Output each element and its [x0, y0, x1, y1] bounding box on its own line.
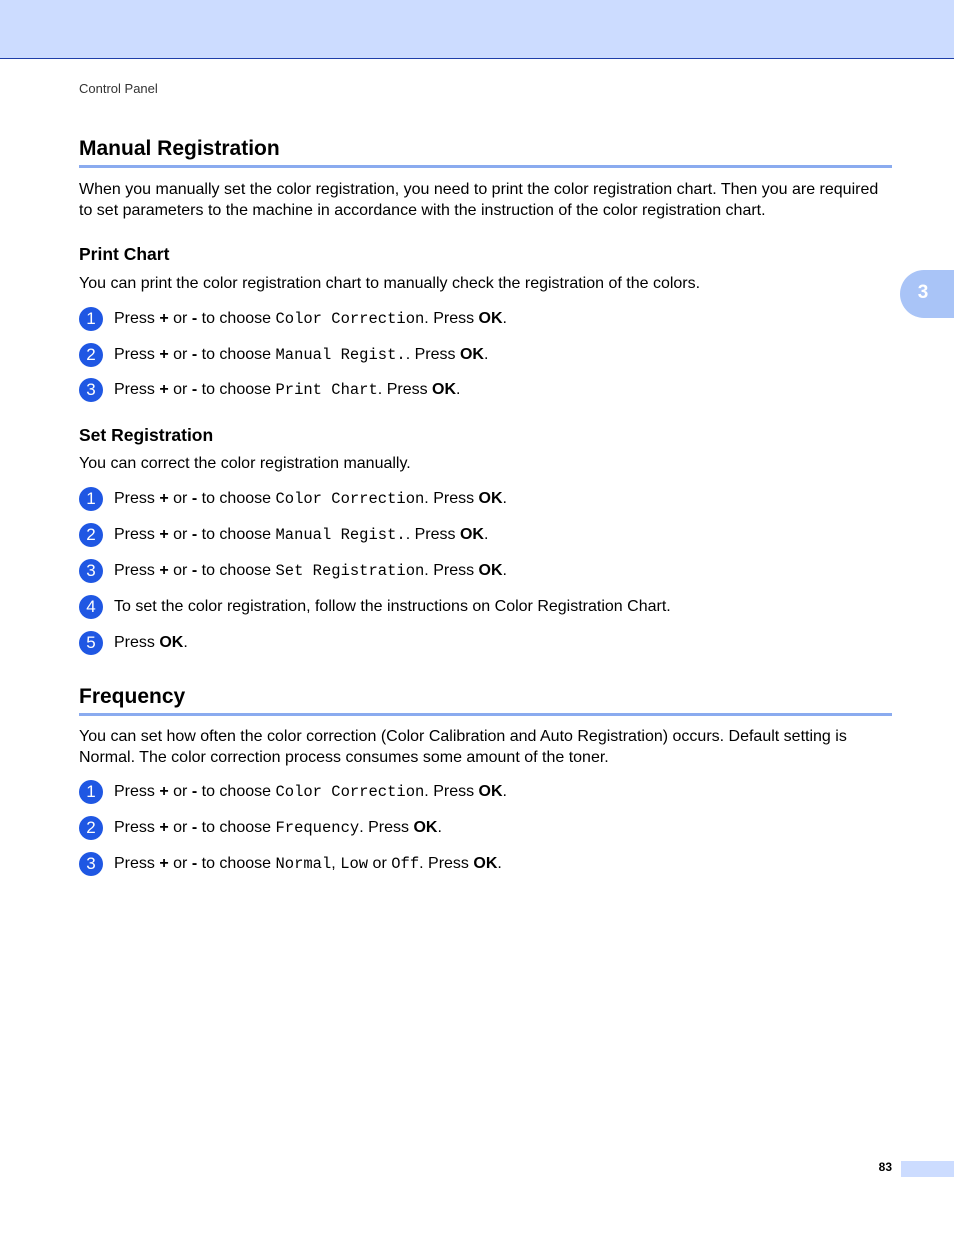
section-title-manual-registration: Manual Registration	[79, 137, 280, 160]
menu-option: Print Chart	[275, 381, 378, 399]
step-number: 3	[79, 852, 103, 876]
menu-option: Low	[340, 855, 369, 873]
running-header: Control Panel	[79, 81, 158, 96]
section-intro: You can set how often the color correction (Color Calibration and Auto Registration) occurs. Default setting is Normal. The color correction process consumes some amount of the toner.	[79, 728, 847, 766]
step-text: Press + or - to choose Frequency. Press OK.	[114, 819, 442, 837]
chapter-tab	[900, 270, 954, 318]
step-item	[79, 816, 892, 840]
step-text: Press + or - to choose Set Registration. Press OK.	[114, 562, 507, 580]
step-item	[79, 523, 892, 547]
step-text: Press + or - to choose Normal, Low or Off. Press OK.	[114, 855, 502, 873]
footer-band	[901, 1161, 954, 1177]
step-item	[79, 378, 892, 402]
step-item	[79, 852, 892, 876]
step-number: 2	[79, 343, 103, 367]
menu-option: Color Correction	[275, 783, 425, 801]
section-rule	[79, 713, 892, 716]
step-number: 1	[79, 487, 103, 511]
step-item	[79, 631, 892, 655]
step-number: 1	[79, 307, 103, 331]
step-text: Press OK.	[114, 634, 188, 651]
menu-option: Off	[391, 855, 420, 873]
step-item	[79, 487, 892, 511]
step-text: Press + or - to choose Print Chart. Press OK.	[114, 381, 461, 399]
step-number: 2	[79, 523, 103, 547]
menu-option: Manual Regist.	[275, 526, 406, 544]
step-item	[79, 343, 892, 367]
subsection-title-print-chart: Print Chart	[79, 244, 170, 264]
step-text: To set the color registration, follow the instructions on Color Registration Chart.	[114, 598, 671, 615]
section-title-frequency: Frequency	[79, 685, 186, 708]
step-text: Press + or - to choose Color Correction. Press OK.	[114, 783, 507, 801]
step-item	[79, 559, 892, 583]
page-number: 83	[878, 1160, 892, 1174]
step-text: Press + or - to choose Manual Regist.. Press OK.	[114, 346, 489, 364]
section-rule	[79, 165, 892, 168]
menu-option: Frequency	[275, 819, 360, 837]
step-number: 3	[79, 378, 103, 402]
step-item	[79, 307, 892, 331]
menu-option: Normal	[275, 855, 332, 873]
subsection-title-set-registration: Set Registration	[79, 425, 214, 445]
step-item	[79, 595, 892, 619]
menu-option: Manual Regist.	[275, 346, 406, 364]
step-number: 1	[79, 780, 103, 804]
subsection-intro: You can correct the color registration manually.	[79, 455, 411, 472]
step-number: 5	[79, 631, 103, 655]
step-number: 3	[79, 559, 103, 583]
subsection-intro: You can print the color registration chart to manually check the registration of the colors.	[79, 275, 701, 292]
section-intro: When you manually set the color registration, you need to print the color registration chart. Then you are required to set parameters to the machine in accordance with the instruction of the color registration chart.	[79, 181, 879, 219]
step-number: 4	[79, 595, 103, 619]
menu-option: Set Registration	[275, 562, 425, 580]
chapter-number: 3	[917, 282, 929, 303]
step-text: Press + or - to choose Manual Regist.. Press OK.	[114, 526, 489, 544]
step-text: Press + or - to choose Color Correction. Press OK.	[114, 490, 507, 508]
header-band	[0, 0, 954, 59]
menu-option: Color Correction	[275, 310, 425, 328]
menu-option: Color Correction	[275, 490, 425, 508]
step-item	[79, 780, 892, 804]
step-text: Press + or - to choose Color Correction. Press OK.	[114, 310, 507, 328]
step-number: 2	[79, 816, 103, 840]
